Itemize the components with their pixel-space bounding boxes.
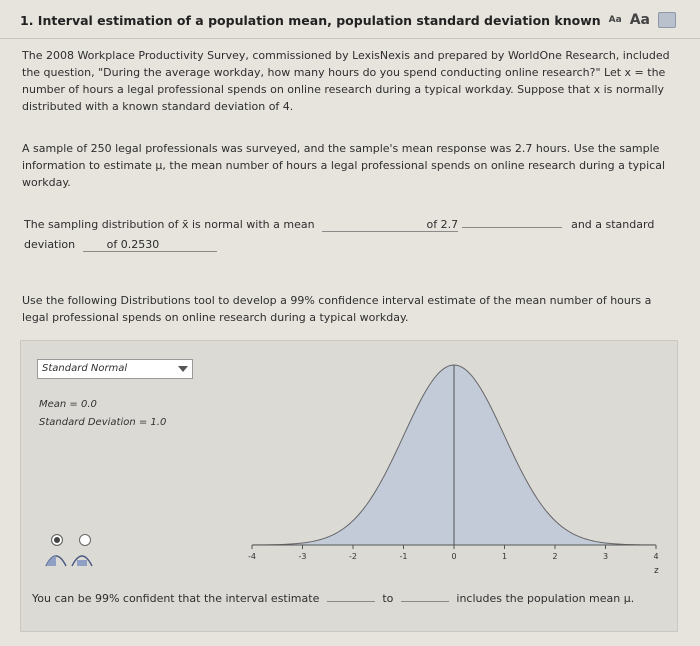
- deviation-sentence: [24, 238, 217, 252]
- distribution-select-value: Standard Normal: [42, 363, 128, 374]
- x-axis-label: z: [654, 566, 659, 576]
- x-tick-label: -3: [298, 552, 307, 561]
- sd-parameter: Standard Deviation = 1.0: [39, 417, 167, 428]
- decrease-font-button[interactable]: Aa: [608, 15, 622, 25]
- x-tick-label: 0: [451, 552, 457, 561]
- question-title: 1. Interval estimation of a population mean, population standard deviation known: [20, 13, 601, 28]
- x-axis-ticks: [248, 545, 659, 561]
- header-divider: [0, 38, 700, 39]
- normal-distribution-chart: [226, 353, 671, 583]
- conclusion-prefix: You can be 99% confident that the interval estimate: [32, 592, 320, 605]
- increase-font-button[interactable]: Aa: [629, 12, 650, 28]
- radio-right[interactable]: [79, 534, 91, 546]
- distributions-tool: [20, 340, 678, 632]
- chevron-down-icon: [178, 366, 188, 372]
- x-tick-label: 2: [552, 552, 558, 561]
- sampling-prefix: The sampling distribution of x̄ is normal with a mean: [24, 218, 315, 231]
- one-tail-icon[interactable]: [45, 555, 67, 567]
- sampling-suffix: and a standard: [571, 218, 655, 231]
- two-tail-icon[interactable]: [71, 555, 93, 567]
- x-tick-label: 4: [653, 552, 659, 561]
- mean-answer-field[interactable]: [322, 218, 458, 232]
- sd-answer-field[interactable]: [83, 238, 217, 252]
- x-tick-label: -4: [248, 552, 256, 561]
- mean-parameter: Mean = 0.0: [39, 399, 97, 410]
- lower-bound-field[interactable]: [327, 601, 375, 602]
- problem-paragraph-1: The 2008 Workplace Productivity Survey, commissioned by LexisNexis and prepared by WorldOne Research, included the question, "During the average workday, how many hours do you spend conducting online research?" Let x = the number of hours a legal professional spends on online research during a typical workday. Suppose that x is normally distributed with a known standard deviation of 4.: [22, 49, 670, 113]
- deviation-label: deviation: [24, 238, 76, 251]
- problem-paragraph-3: Use the following Distributions tool to develop a 99% confidence interval estimate of the mean number of hours a legal professional spends on online research during a typical workday.: [22, 294, 652, 324]
- mean-answer-value: of 2.7: [426, 218, 459, 231]
- problem-paragraph-2: A sample of 250 legal professionals was surveyed, and the sample's mean response was 2.7 hours. Use the sample information to estimate μ, the mean number of hours a legal professional spends on online research during a typical workday.: [22, 142, 666, 189]
- upper-bound-field[interactable]: [401, 601, 449, 602]
- conclusion-middle: to: [382, 592, 394, 605]
- print-icon[interactable]: [658, 12, 676, 28]
- font-size-tools: [609, 12, 676, 28]
- radio-left[interactable]: [51, 534, 63, 546]
- x-tick-label: -2: [349, 552, 357, 561]
- mean-answer-dropdown[interactable]: [462, 227, 562, 228]
- radio-group: [51, 534, 91, 546]
- tail-mode-icons: [45, 555, 93, 567]
- x-tick-label: 3: [602, 552, 609, 561]
- conclusion-sentence: [32, 592, 634, 605]
- distribution-select[interactable]: [37, 359, 193, 379]
- sampling-distribution-sentence: [24, 218, 654, 232]
- x-tick-label: 1: [501, 552, 508, 561]
- conclusion-suffix: includes the population mean μ.: [456, 592, 635, 605]
- x-tick-label: -1: [399, 552, 408, 561]
- sd-answer-value: of 0.2530: [106, 238, 160, 251]
